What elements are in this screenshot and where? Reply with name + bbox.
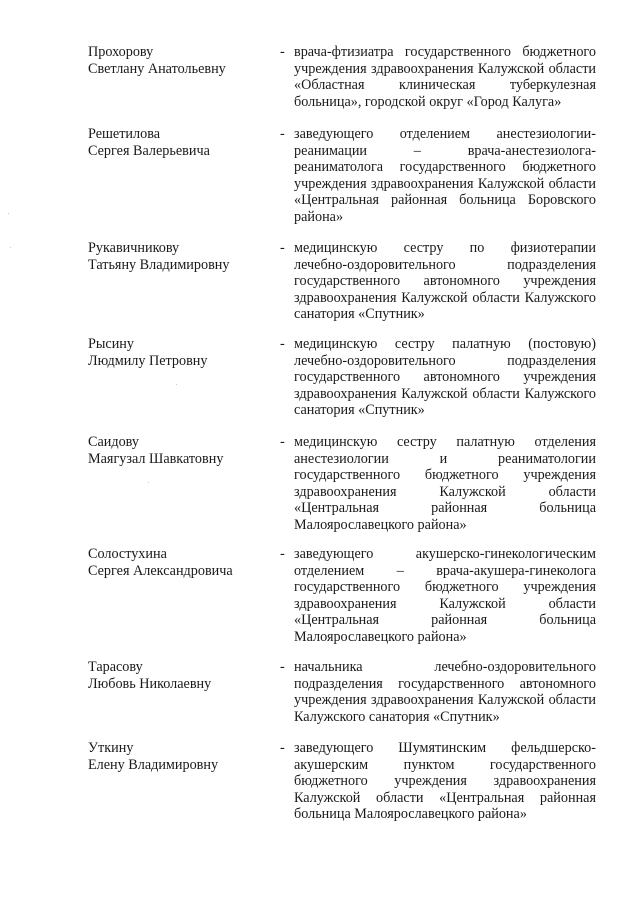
given-names: Сергея Валерьевича [88, 142, 210, 159]
person-name [88, 126, 278, 159]
desc-line: медицинскую сестру по физиотерапии [294, 240, 596, 256]
desc-line: реанимации – врача-анестезиолога- [294, 142, 596, 159]
separator-dash: - [280, 336, 285, 352]
separator-dash: - [280, 126, 285, 142]
person-name [88, 44, 278, 77]
desc-line: учреждения здравоохранения Калужской области [294, 692, 596, 709]
given-names: Светлану Анатольевну [88, 60, 226, 77]
desc-line: здравоохранения Калужской области Калужского [294, 289, 596, 306]
desc-line: Малоярославецкого района» [294, 628, 467, 645]
scan-speck [8, 213, 9, 214]
desc-line: лечебно-оздоровительного подразделения [294, 256, 596, 273]
person-name [88, 240, 278, 273]
desc-line: «Областная клиническая туберкулезная [294, 77, 596, 94]
desc-line: санатория «Спутник» [294, 306, 425, 323]
desc-line: бюджетного учреждения здравоохранения [294, 773, 596, 790]
person-name [88, 659, 278, 692]
position-description [294, 44, 596, 110]
desc-line: учреждения здравоохранения Калужской области [294, 175, 596, 192]
scan-speck [176, 384, 177, 385]
surname: Прохорову [88, 44, 154, 60]
surname: Саидову [88, 434, 139, 450]
position-description [294, 126, 596, 226]
desc-line: государственного автономного учреждения [294, 369, 596, 386]
desc-line: начальника лечебно-оздоровительного [294, 659, 596, 675]
separator-dash: - [280, 546, 285, 562]
position-description [294, 546, 596, 646]
surname: Рукавичникову [88, 240, 180, 256]
surname: Рысину [88, 336, 134, 352]
desc-line: «Центральная районная больница [294, 500, 596, 517]
desc-line: заведующего отделением анестезиологии- [294, 126, 596, 142]
given-names: Елену Владимировну [88, 756, 219, 773]
separator-dash: - [280, 659, 285, 675]
surname: Тарасову [88, 659, 143, 675]
desc-line: акушерским пунктом государственного [294, 756, 596, 773]
desc-line: реаниматолога государственного бюджетного [294, 159, 596, 176]
desc-line: отделением – врача-акушера-гинеколога [294, 562, 596, 579]
position-description [294, 240, 596, 323]
scan-speck [10, 247, 11, 248]
person-name [88, 740, 278, 773]
given-names: Маягузал Шавкатовну [88, 450, 224, 467]
desc-line: санатория «Спутник» [294, 402, 425, 419]
desc-line: врача-фтизиатра государственного бюджетного [294, 44, 596, 60]
person-name [88, 434, 278, 467]
desc-line: «Центральная районная больница [294, 612, 596, 629]
desc-line: здравоохранения Калужской области [294, 595, 596, 612]
desc-line: анестезиологии и реаниматологии [294, 450, 596, 467]
desc-line: здравоохранения Калужской области Калужского [294, 385, 596, 402]
desc-line: подразделения государственного автономного [294, 675, 596, 692]
given-names: Людмилу Петровну [88, 352, 208, 369]
desc-line: медицинскую сестру палатную отделения [294, 434, 596, 450]
surname: Решетилова [88, 126, 160, 142]
desc-line: учреждения здравоохранения Калужской области [294, 60, 596, 77]
desc-line: лечебно-оздоровительного подразделения [294, 352, 596, 369]
desc-line: государственного бюджетного учреждения [294, 467, 596, 484]
desc-line: района» [294, 208, 344, 225]
desc-line: Малоярославецкого района» [294, 516, 467, 533]
position-description [294, 336, 596, 419]
person-name [88, 336, 278, 369]
desc-line: здравоохранения Калужской области [294, 483, 596, 500]
desc-line: Калужского санатория «Спутник» [294, 708, 500, 725]
desc-line: Калужской области «Центральная районная [294, 789, 596, 806]
given-names: Сергея Александровича [88, 562, 233, 579]
given-names: Татьяну Владимировну [88, 256, 230, 273]
scan-speck [148, 482, 149, 483]
desc-line: больница», городской округ «Город Калуга» [294, 93, 562, 110]
desc-line: государственного автономного учреждения [294, 273, 596, 290]
desc-line: государственного бюджетного учреждения [294, 579, 596, 596]
position-description [294, 740, 596, 823]
person-name [88, 546, 278, 579]
position-description [294, 434, 596, 534]
separator-dash: - [280, 44, 285, 60]
desc-line: заведующего Шумятинским фельдшерско- [294, 740, 596, 756]
desc-line: «Центральная районная больница Боровского [294, 192, 596, 209]
given-names: Любовь Николаевну [88, 675, 212, 692]
separator-dash: - [280, 240, 285, 256]
surname: Солостухина [88, 546, 167, 562]
desc-line: медицинскую сестру палатную (постовую) [294, 336, 596, 352]
surname: Уткину [88, 740, 134, 756]
separator-dash: - [280, 740, 285, 756]
desc-line: больница Малоярославецкого района» [294, 806, 527, 823]
position-description [294, 659, 596, 725]
separator-dash: - [280, 434, 285, 450]
desc-line: заведующего акушерско-гинекологическим [294, 546, 596, 562]
